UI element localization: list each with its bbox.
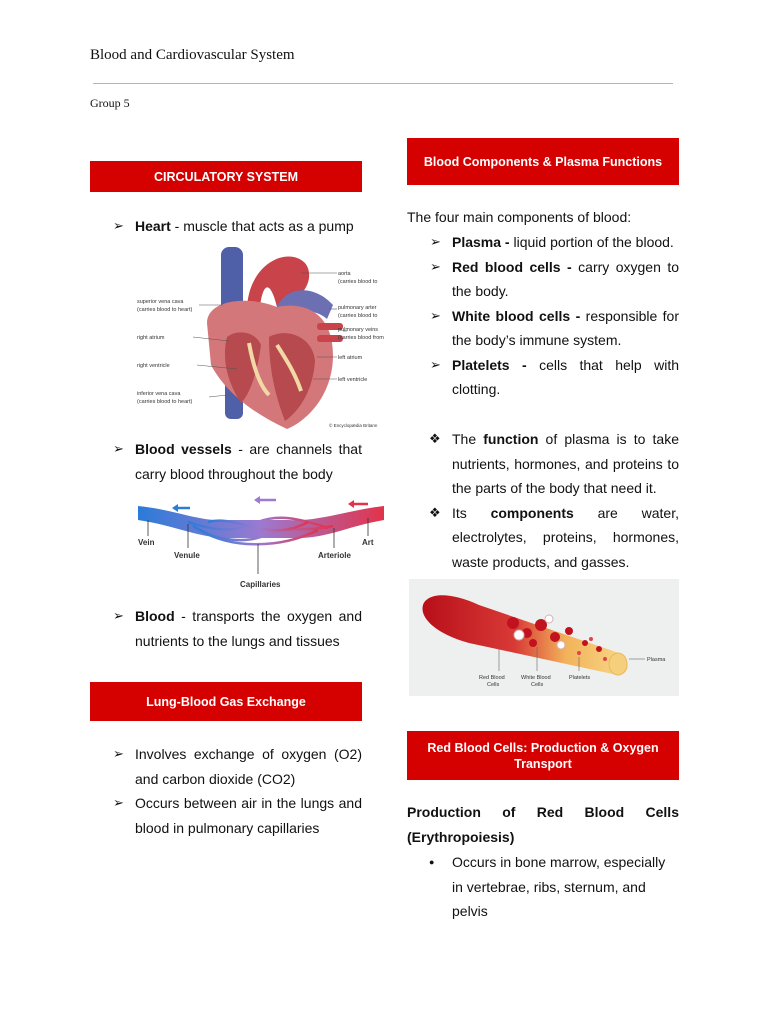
list-item bbox=[407, 304, 679, 353]
red-blood-cells-sublabel: Cells bbox=[487, 682, 500, 688]
red-blood-cells-banner: Red Blood Cells: Production & Oxygen Transport bbox=[407, 731, 679, 780]
component-desc: carry oxygen to the body. bbox=[452, 258, 679, 299]
pulmonary-artery-sublabel: (carries blood to bbox=[338, 313, 378, 319]
function-post: of plasma is to take nutrients, hormones, and proteins to the parts of the body that need it. bbox=[452, 431, 679, 496]
function-term: function bbox=[483, 431, 539, 447]
heart-desc: - muscle that acts as a pump bbox=[170, 218, 354, 234]
production-heading bbox=[407, 800, 679, 849]
inferior-vena-cava-label: inferior vena cava bbox=[137, 391, 181, 397]
group-label: Group 5 bbox=[90, 96, 130, 110]
components-term: components bbox=[490, 504, 574, 521]
arrow-bullet-icon: ➢ bbox=[113, 441, 124, 456]
capillaries-label: Capillaries bbox=[240, 580, 281, 589]
arrow-bullet-icon: ➢ bbox=[430, 356, 441, 372]
blood-bullet bbox=[90, 604, 362, 653]
arrow-bullet-icon: ➢ bbox=[113, 218, 124, 233]
list-item bbox=[90, 214, 362, 239]
vessels-diagram bbox=[138, 492, 384, 592]
diamond-bullet-icon: ❖ bbox=[429, 504, 441, 520]
blood-vessels-desc: - are channels that carry blood throughout the body bbox=[135, 441, 362, 482]
pulmonary-veins-label: pulmonary veins bbox=[338, 327, 379, 333]
lung-point-text: Occurs between air in the lungs and blood in pulmonary capillaries bbox=[135, 795, 362, 836]
production-heading-text: Production of Red Blood Cells (Erythropoiesis) bbox=[407, 804, 679, 845]
left-ventricle-label: left ventricle bbox=[338, 377, 368, 383]
arrow-bullet-icon: ➢ bbox=[430, 307, 441, 323]
header-rule bbox=[93, 83, 673, 84]
lung-blood-gas-exchange-banner: Lung-Blood Gas Exchange bbox=[90, 682, 362, 721]
white-blood-cells-label: White Blood bbox=[521, 675, 551, 681]
vein-label: Vein bbox=[138, 538, 155, 547]
inferior-vena-cava-sublabel: (carries blood to heart) bbox=[137, 399, 193, 405]
diamond-bullet-icon: ❖ bbox=[429, 431, 441, 446]
production-list bbox=[407, 850, 679, 924]
component-desc: cells that help with clotting. bbox=[452, 356, 679, 397]
venule-label: Venule bbox=[174, 551, 200, 560]
artery-label: Art bbox=[362, 538, 374, 547]
plasma-notes-list bbox=[407, 427, 679, 574]
heart-bullet bbox=[90, 214, 362, 239]
superior-vena-cava-sublabel: (carries blood to heart) bbox=[137, 307, 193, 313]
britannica-credit: © Encyclopædia Britann bbox=[329, 423, 378, 428]
left-atrium-label: left atrium bbox=[338, 355, 363, 361]
right-atrium-label: right atrium bbox=[137, 335, 165, 341]
list-item bbox=[90, 742, 362, 791]
list-item bbox=[90, 437, 362, 486]
blood-desc: - transports the oxygen and nutrients to the lungs and tissues bbox=[135, 608, 362, 649]
blood-vessels-term: Blood vessels bbox=[135, 441, 232, 457]
component-desc: liquid portion of the blood. bbox=[513, 234, 674, 250]
list-item bbox=[407, 850, 679, 924]
blood-vessels-bullet bbox=[90, 437, 362, 486]
list-item bbox=[90, 604, 362, 653]
dot-bullet-icon: ● bbox=[429, 857, 435, 867]
component-term: Red blood cells - bbox=[452, 258, 579, 275]
heart-term: Heart bbox=[135, 218, 171, 234]
list-item bbox=[407, 427, 679, 501]
superior-vena-cava-label: superior vena cava bbox=[137, 299, 184, 305]
pulmonary-veins-sublabel: (carries blood from bbox=[338, 335, 384, 341]
aorta-label: aorta bbox=[338, 271, 351, 277]
white-blood-cells-sublabel: Cells bbox=[531, 682, 544, 688]
component-term: Platelets - bbox=[452, 356, 540, 373]
arrow-bullet-icon: ➢ bbox=[430, 234, 441, 249]
pulmonary-artery-label: pulmonary arter bbox=[338, 305, 377, 311]
component-desc: responsible for the body’s immune system. bbox=[452, 307, 680, 348]
arteriole-label: Arteriole bbox=[318, 551, 351, 560]
aorta-sublabel: (carries blood to bbox=[338, 279, 378, 285]
plasma-label: Plasma bbox=[647, 657, 666, 663]
red-blood-cells-label: Red Blood bbox=[479, 675, 505, 681]
list-item bbox=[407, 255, 679, 304]
production-point-text: Occurs in bone marrow, especially in vertebrae, ribs, sternum, and pelvis bbox=[452, 854, 666, 919]
arrow-bullet-icon: ➢ bbox=[113, 746, 124, 761]
list-item bbox=[407, 501, 679, 575]
blood-term: Blood bbox=[135, 608, 175, 624]
blood-components-banner: Blood Components & Plasma Functions bbox=[407, 138, 679, 185]
list-item bbox=[407, 230, 679, 255]
document-title: Blood and Cardiovascular System bbox=[90, 47, 295, 63]
components-post: are water, electrolytes, proteins, hormones, waste products, and gasses. bbox=[452, 504, 679, 570]
blood-components-diagram bbox=[409, 579, 679, 696]
lung-point-text: Involves exchange of oxygen (O2) and carbon dioxide (CO2) bbox=[135, 746, 362, 787]
circulatory-system-banner: CIRCULATORY SYSTEM bbox=[90, 161, 362, 192]
arrow-bullet-icon: ➢ bbox=[430, 258, 441, 274]
function-pre: The bbox=[452, 431, 484, 447]
components-intro: The four main components of blood: bbox=[407, 209, 632, 225]
components-list bbox=[407, 230, 679, 402]
right-ventricle-label: right ventricle bbox=[137, 363, 170, 369]
component-term: White blood cells - bbox=[452, 307, 586, 324]
arrow-bullet-icon: ➢ bbox=[113, 795, 124, 810]
components-pre: Its bbox=[452, 504, 491, 521]
list-item bbox=[90, 791, 362, 840]
platelets-label: Platelets bbox=[569, 675, 591, 681]
component-term: Plasma - bbox=[452, 234, 514, 250]
list-item bbox=[407, 353, 679, 402]
heart-diagram bbox=[137, 245, 384, 431]
lung-exchange-list bbox=[90, 742, 362, 840]
arrow-bullet-icon: ➢ bbox=[113, 608, 124, 623]
